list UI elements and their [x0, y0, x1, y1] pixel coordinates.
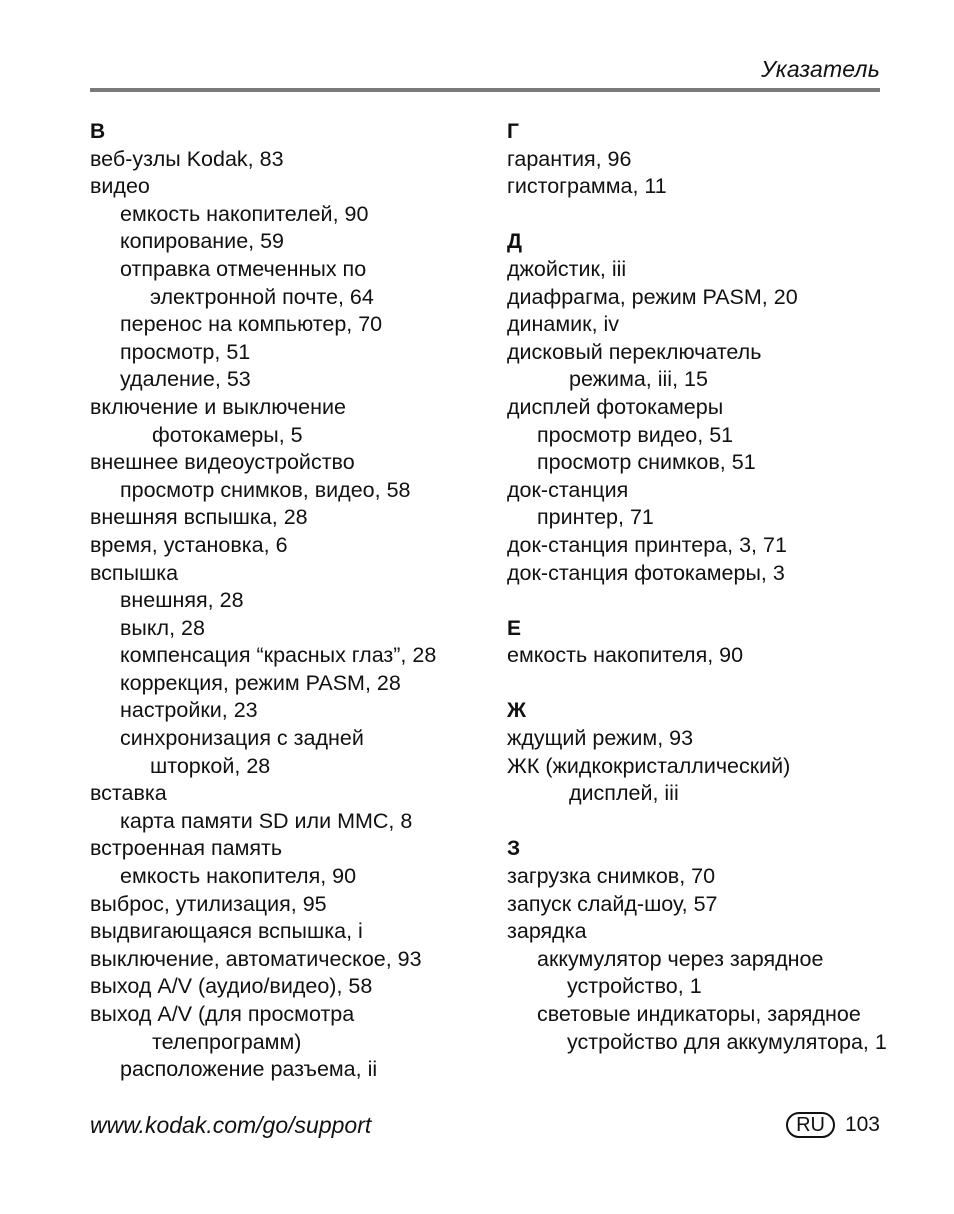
index-entry: аккумулятор через зарядное: [537, 946, 824, 971]
index-entry: включение и выключение: [90, 394, 346, 419]
index-entry: время, установка, 6: [90, 532, 288, 557]
index-entry: устройство, 1: [567, 974, 702, 999]
index-entry: джойстик, iii: [507, 256, 627, 281]
index-entry: док-станция: [507, 477, 629, 502]
index-entry: зарядка: [507, 919, 587, 944]
index-section-letter: В: [90, 120, 106, 143]
footer-page-info: [786, 1112, 880, 1138]
index-entry: док-станция фотокамеры, 3: [507, 560, 785, 585]
index-entry: внешняя вспышка, 28: [90, 505, 308, 530]
index-entry: фотокамеры, 5: [152, 422, 303, 447]
index-section-letter: Г: [507, 120, 519, 143]
section-gap: [507, 587, 887, 615]
section-gap: [507, 808, 887, 836]
index-entry: выход A/V (для просмотра: [90, 1002, 355, 1026]
index-entry: просмотр снимков, видео, 58: [120, 477, 411, 502]
index-entry: выход A/V (аудио/видео), 58: [90, 974, 373, 999]
index-entry: гистограмма, 11: [507, 174, 667, 199]
index-entry: дисплей фотокамеры: [507, 394, 724, 419]
index-entry: загрузка снимков, 70: [507, 864, 716, 889]
index-column-left: [90, 118, 490, 1084]
index-entry: выдвигающаяся вспышка, i: [90, 919, 363, 944]
footer-support-url: www.kodak.com/go/support: [90, 1112, 372, 1138]
index-entry: дисплей, iii: [569, 781, 679, 806]
index-entry: диафрагма, режим PASM, 20: [507, 284, 798, 309]
index-entry: встроенная память: [90, 836, 283, 861]
index-entry: шторкой, 28: [150, 753, 271, 778]
index-entry: вспышка: [90, 560, 179, 585]
index-entry: динамик, iv: [507, 312, 620, 337]
index-column-right: [507, 118, 887, 1056]
index-entry: электронной почте, 64: [150, 284, 374, 309]
language-badge: RU: [786, 1112, 835, 1138]
index-entry: принтер, 71: [537, 505, 654, 530]
index-entry: веб-узлы Kodak, 83: [90, 146, 284, 171]
index-entry: гарантия, 96: [507, 146, 632, 171]
index-entry: просмотр снимков, 51: [537, 450, 756, 475]
index-entry: просмотр видео, 51: [537, 422, 734, 447]
header-divider: [90, 88, 880, 92]
index-section-letter: Е: [507, 616, 522, 640]
index-entry: удаление, 53: [120, 367, 251, 392]
section-gap: [507, 201, 887, 229]
index-entry: копирование, 59: [120, 229, 285, 254]
index-entry: выключение, автоматическое, 93: [90, 946, 422, 971]
index-entry: перенос на компьютер, 70: [120, 312, 383, 337]
index-entry: коррекция, режим PASM, 28: [120, 670, 401, 695]
index-entry: емкость накопителя, 90: [120, 864, 357, 889]
index-entry: емкость накопителя, 90: [507, 643, 744, 668]
index-entry: отправка отмеченных по: [120, 256, 367, 281]
index-entry: телепрограмм): [152, 1029, 302, 1054]
index-section-letter: Ж: [507, 699, 526, 723]
index-entry: ждущий режим, 93: [507, 726, 694, 751]
index-entry: режима, iii, 15: [569, 367, 708, 392]
index-entry: компенсация “красных глаз”, 28: [120, 643, 437, 668]
index-entry: запуск слайд-шоу, 57: [507, 891, 718, 916]
index-entry: выброс, утилизация, 95: [90, 891, 327, 916]
index-entry: дисковый переключатель: [507, 339, 762, 364]
index-entry: синхронизация с задней: [120, 726, 364, 751]
section-gap: [507, 670, 887, 698]
index-entry: внешнее видеоустройство: [90, 450, 355, 475]
page-header-title: Указатель: [761, 56, 880, 82]
index-entry: внешняя, 28: [120, 588, 244, 613]
index-entry: выкл, 28: [120, 615, 205, 640]
index-section-letter: З: [507, 837, 521, 861]
index-entry: емкость накопителей, 90: [120, 201, 369, 226]
index-entry: вставка: [90, 781, 167, 806]
index-entry: просмотр, 51: [120, 339, 251, 364]
index-entry: док-станция принтера, 3, 71: [507, 532, 787, 557]
index-entry: устройство для аккумулятора, 1: [567, 1029, 887, 1054]
index-entry: карта памяти SD или MMC, 8: [120, 808, 413, 833]
page-number: 103: [844, 1113, 880, 1136]
index-entry: световые индикаторы, зарядное: [537, 1002, 861, 1026]
index-entry: ЖК (жидкокристаллический): [507, 753, 791, 778]
index-section-letter: Д: [507, 230, 522, 254]
index-entry: расположение разъема, ii: [120, 1057, 378, 1082]
index-entry: видео: [90, 174, 150, 199]
index-entry: настройки, 23: [120, 698, 258, 723]
